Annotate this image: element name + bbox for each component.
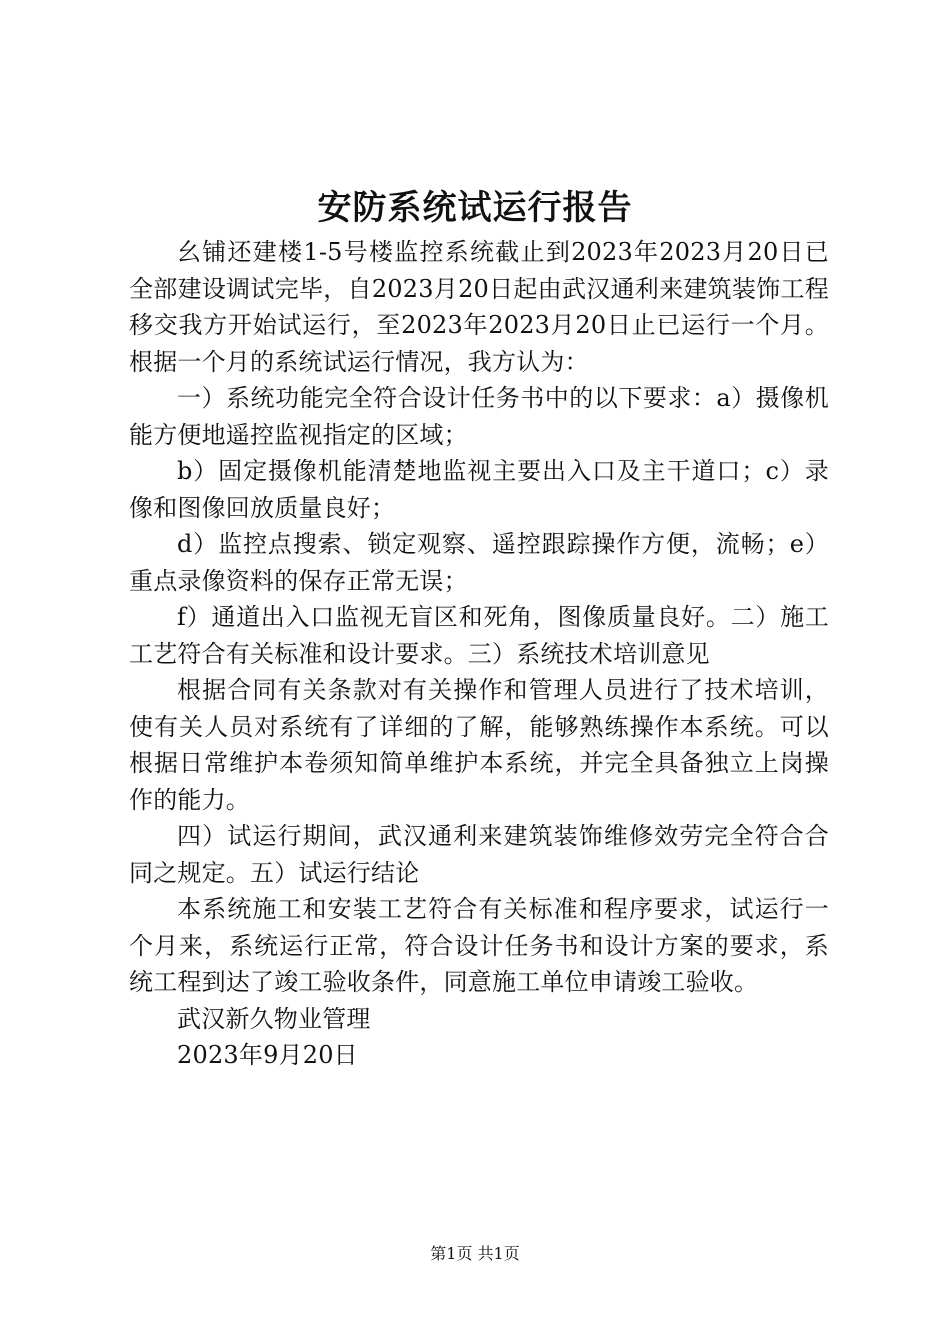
paragraph-requirement-d-e: d）监控点搜索、锁定观察、遥控跟踪操作方便，流畅；e）重点录像资料的保存正常无误；: [129, 530, 829, 595]
document-body: [129, 234, 829, 1074]
paragraph-training: 根据合同有关条款对有关操作和管理人员进行了技术培训，使有关人员对系统有了详细的了解，能够熟练操作本系统。可以根据日常维护本卷须知简单维护本系统，并完全具备独立上岗操作的能力。: [129, 676, 829, 814]
paragraph-conclusion: 本系统施工和安装工艺符合有关标准和程序要求，试运行一个月来，系统运行正常，符合设计任务书和设计方案的要求，系统工程到达了竣工验收条件，同意施工单位申请竣工验收。: [129, 895, 829, 996]
paragraph-requirement-b-c: b）固定摄像机能清楚地监视主要出入口及主干道口；c）录像和图像回放质量良好；: [129, 457, 829, 522]
paragraph-intro: 幺铺还建楼1-5号楼监控系统截止到2023年2023月20日已全部建设调试完毕，自2023月20日起由武汉通利来建筑装饰工程移交我方开始试运行，至2023年2023月20日止已运行一个月。根据一个月的系统试运行情况，我方认为：: [129, 238, 829, 376]
signature-date: 2023年9月20日: [177, 1041, 358, 1069]
signature-organization: 武汉新久物业管理: [177, 1004, 371, 1033]
paragraph-requirement-f: f）通道出入口监视无盲区和死角，图像质量良好。二）施工工艺符合有关标准和设计要求。三）系统技术培训意见: [129, 603, 829, 668]
paragraph-trial-period: 四）试运行期间，武汉通利来建筑装饰维修效劳完全符合合同之规定。五）试运行结论: [129, 822, 829, 887]
paragraph-requirement-a: 一）系统功能完全符合设计任务书中的以下要求：a）摄像机能方便地遥控监视指定的区域；: [129, 384, 829, 449]
page-number-footer: 第1页 共1页: [430, 1244, 520, 1263]
page-title: 安防系统试运行报告: [317, 188, 633, 228]
